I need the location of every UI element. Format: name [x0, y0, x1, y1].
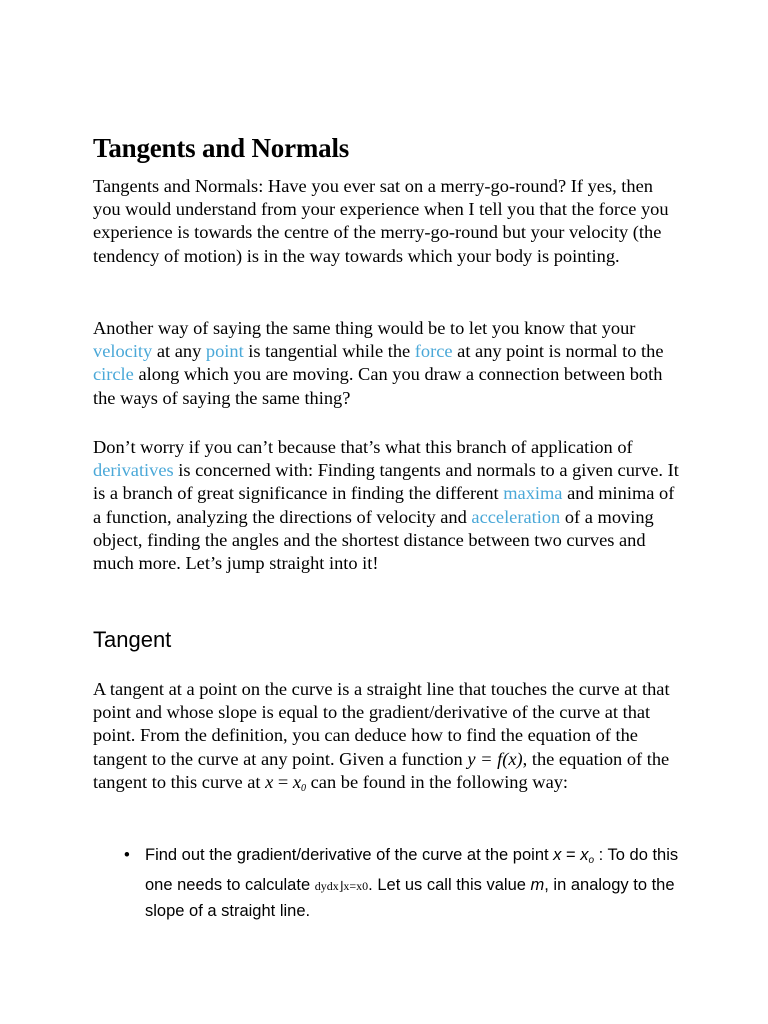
text-span: is tangential while the — [243, 341, 415, 362]
text-span: and minima of a function, analyzing the directions of velocity and — [93, 483, 675, 527]
link-velocity[interactable]: velocity — [93, 341, 153, 362]
math-variable: x — [580, 846, 589, 864]
link-derivatives[interactable]: derivatives — [93, 460, 174, 481]
text-span: . Let us call this value — [368, 876, 531, 894]
text-span: Don’t worry if you can’t because that’s what this branch of application of — [93, 437, 633, 457]
text-span: , in analogy to the slope of a straight line. — [145, 876, 675, 920]
intro-paragraph: Tangents and Normals: Have you ever sat on a merry-go-round? If yes, then you would understand from your experience when I tell you that the force you experience is towards the centre of the merry-go-round but your velocity (the tendency of motion) is in the way towards which your body is pointing. — [93, 176, 669, 266]
text-span: = — [561, 846, 581, 864]
text-span: = — [273, 771, 293, 792]
text-span: can be found in the following way: — [306, 771, 569, 792]
page-title: Tangents and Normals — [93, 133, 350, 163]
steps-list — [124, 843, 685, 924]
text-span: Find out the gradient/derivative of the curve at the point — [145, 846, 554, 864]
math-variable: x — [553, 846, 562, 864]
text-span: A tangent at a point on the curve is a straight line that touches the curve at that point and whose slope is equal to the gradient/derivative of the curve at that point. From the definition, you can deduce how to find the equation of the tangent to the curve at any point. Given a function — [93, 679, 670, 769]
derivative-formula: dydx⌋x=x0 — [314, 879, 369, 893]
math-variable: m — [530, 876, 545, 894]
text-span: at any point is normal to the — [452, 341, 664, 362]
text-span: at any — [152, 341, 206, 362]
link-point[interactable]: point — [205, 341, 244, 362]
paragraph-velocity — [93, 317, 683, 410]
math-subscript: o — [588, 855, 595, 866]
list-item — [124, 843, 685, 924]
text-span: : To do this one needs to calculate — [145, 846, 679, 894]
text-span: , the equation of the tangent to this curve at — [93, 748, 670, 792]
paragraph-tangent-definition — [93, 678, 683, 800]
text-span: along which you are moving. Can you draw a connection between both the ways of saying the same thing? — [93, 364, 663, 408]
bullet-marker: • — [124, 846, 130, 864]
link-force[interactable]: force — [414, 341, 453, 362]
math-variable: x — [292, 771, 302, 792]
link-circle[interactable]: circle — [93, 364, 134, 385]
math-subscript: 0 — [301, 782, 307, 794]
paragraph-derivatives — [93, 436, 683, 575]
link-acceleration[interactable]: acceleration — [471, 506, 561, 527]
math-function: y = f(x) — [467, 748, 523, 769]
section-heading-tangent: Tangent — [93, 627, 172, 652]
text-span: of a moving object, finding the angles and the shortest distance between two curves and much more. Let’s jump straight into it! — [93, 506, 654, 574]
text-span: is concerned with: Finding tangents and normals to a given curve. It is a branch of great significance in finding the different — [93, 460, 679, 504]
math-variable: x — [265, 771, 274, 792]
link-maxima[interactable]: maxima — [503, 483, 563, 504]
text-span: Another way of saying the same thing would be to let you know that your — [93, 318, 636, 338]
